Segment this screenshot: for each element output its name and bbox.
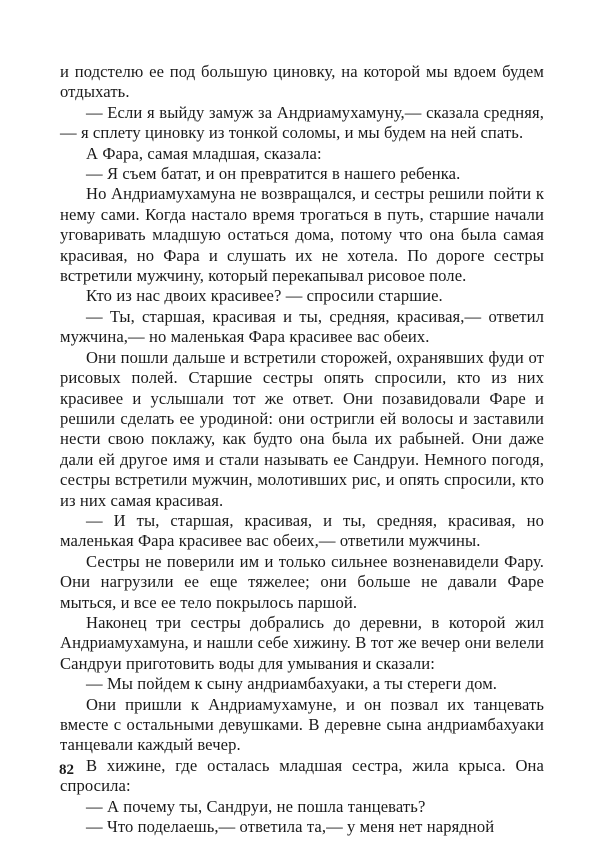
paragraph: Сестры не поверили им и только сильнее возненавидели Фару. Они нагрузили ее еще тяжелее; они больше не давали Фаре мыться, и все ее тело покрылось паршой. xyxy=(60,551,544,612)
paragraph: Кто из нас двоих красивее? — спросили старшие. xyxy=(86,286,443,306)
paragraph: Но Андриамухамуна не возвращался, и сестры решили пойти к нему сами. Когда настало время трогаться в путь, старшие начали уговаривать младшую остаться дома, потому что она была самая красивая, но Фара и слушать их не хотела. По дороге сестры встретили мужчину, который перекапывал рисовое поле. xyxy=(60,184,544,286)
paragraph: — А почему ты, Сандруи, не пошла танцевать? xyxy=(86,796,426,816)
paragraph: — И ты, старшая, красивая, и ты, средняя, красивая, но маленькая Фара красивее вас обеих,— ответили мужчины. xyxy=(60,510,544,551)
body-text xyxy=(60,62,544,837)
paragraph: Наконец три сестры добрались до деревни, в которой жил Андриамухамуна, и нашли себе хижину. В тот же вечер они велели Сандруи приготовить воды для умывания и сказали: xyxy=(60,612,544,673)
paragraph: — Ты, старшая, красивая и ты, средняя, красивая,— ответил мужчина,— но маленькая Фара красивее вас обеих. xyxy=(60,306,544,347)
paragraph: — Что поделаешь,— ответила та,— у меня нет нарядной xyxy=(86,817,495,837)
paragraph: и подстелю ее под большую циновку, на которой мы вдоем будем отдыхать. xyxy=(60,62,544,102)
paragraph: — Мы пойдем к сыну андриамбахуаки, а ты стереги дом. xyxy=(86,674,498,694)
paragraph: В хижине, где осталась младшая сестра, жила крыса. Она спросила: xyxy=(60,755,544,796)
paragraph: Они пошли дальше и встретили сторожей, охранявших фуди от рисовых полей. Старшие сестры опять спросили, кто из них красивее и услышали тот же ответ. Они позавидовали Фаре и решили сделать ее уродиной: они остригли ей волосы и заставили нести свою поклажу, как будто она была их рабыней. Они даже дали ей другое имя и стали называть ее Сандруи. Немного погодя, сестры встретили мужчин, молотивших рис, и опять спросили, кто из них самая красивая. xyxy=(60,347,544,510)
paragraph: — Я съем батат, и он превратится в нашего ребенка. xyxy=(86,164,461,184)
paragraph: Они пришли к Андриамухамуне, и он позвал их танцевать вместе с остальными девушками. В деревне сына андриамбахуаки танцевали каждый вечер. xyxy=(60,694,544,755)
paragraph: А Фара, самая младшая, сказала: xyxy=(86,143,322,163)
paragraph: — Если я выйду замуж за Андриамухамуну,— сказала средняя,— я сплету циновку из тонкой соломы, и мы будем на ней спать. xyxy=(60,102,544,143)
page-number: 82 xyxy=(59,762,74,778)
